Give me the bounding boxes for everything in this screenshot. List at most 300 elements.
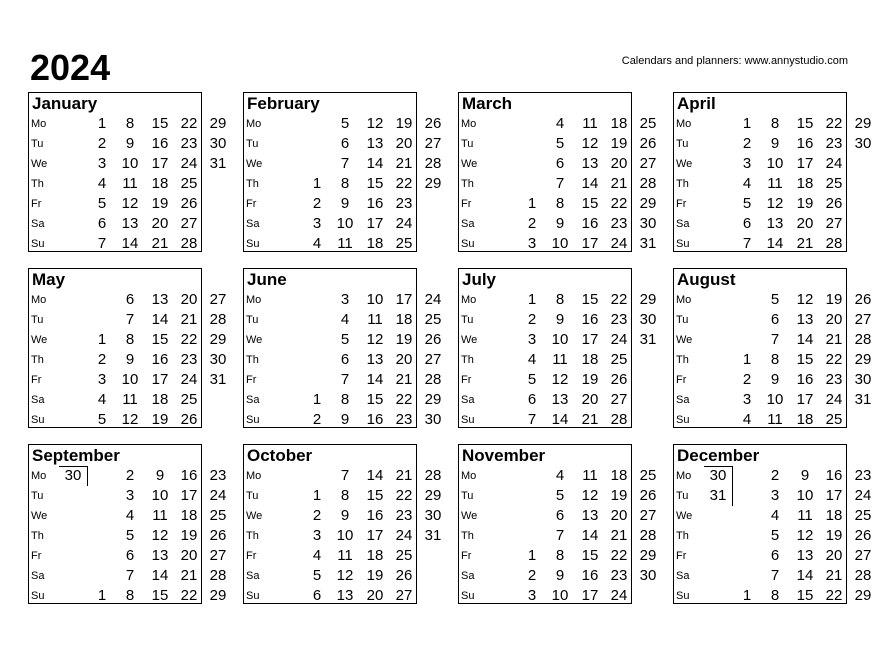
day-number: 6 [555,507,565,524]
week-row [674,486,872,506]
week-row [244,586,416,606]
day-number: 2 [97,135,107,152]
day-number: 20 [825,547,843,564]
day-number: 4 [312,235,322,252]
weekday-label: We [461,510,478,522]
day-number: 20 [610,507,628,524]
day-number: 10 [336,527,354,544]
weekday-label: Su [246,414,260,426]
day-number: 24 [610,235,628,252]
weekday-label: We [246,510,263,522]
day-number: 8 [125,587,135,604]
day-number: 19 [151,411,169,428]
day-number: 9 [340,507,350,524]
day-number: 9 [555,215,565,232]
week-row [674,390,872,410]
day-number: 8 [770,115,780,132]
day-number: 16 [151,351,169,368]
day-number: 7 [742,235,752,252]
week-row [29,350,227,370]
week-row [29,154,227,174]
day-number: 12 [551,371,569,388]
day-number: 2 [742,135,752,152]
week-row [674,410,846,430]
weekday-label: Th [676,178,689,190]
day-number: 26 [639,135,657,152]
day-number: 2 [770,467,780,484]
month-1 [243,92,442,252]
weekday-label: Th [246,178,259,190]
day-number: 29 [639,195,657,212]
week-row [459,234,657,254]
day-number: 17 [796,155,814,172]
day-number: 18 [796,175,814,192]
day-number: 31 [209,371,227,388]
month-9 [243,444,442,604]
day-number: 22 [825,115,843,132]
week-row [459,114,657,134]
day-number: 16 [825,467,843,484]
day-number: 10 [121,371,139,388]
day-number: 16 [581,567,599,584]
day-number: 24 [610,587,628,604]
weekday-label: Tu [676,490,689,502]
day-number: 13 [151,291,169,308]
week-row [29,506,227,526]
day-number: 21 [825,567,843,584]
day-number: 4 [770,507,780,524]
weekday-label: Mo [246,294,262,306]
day-number: 14 [366,371,384,388]
week-row [459,370,631,390]
weekday-label: Tu [31,490,44,502]
day-number: 30 [64,467,82,484]
day-number: 9 [555,311,565,328]
week-row [244,290,442,310]
weekday-label: Th [461,530,474,542]
day-number: 4 [97,391,107,408]
weekday-label: Sa [676,218,690,230]
day-number: 17 [151,371,169,388]
week-row [29,410,201,430]
day-number: 14 [796,567,814,584]
day-number: 15 [796,115,814,132]
day-number: 26 [424,115,442,132]
month-4 [28,268,227,428]
weekday-label: Tu [676,138,689,150]
week-row [459,486,657,506]
day-number: 5 [97,195,107,212]
day-number: 12 [581,487,599,504]
weekday-label: We [461,334,478,346]
week-row [244,174,442,194]
day-number: 31 [424,527,442,544]
day-number: 10 [551,235,569,252]
day-number: 13 [796,547,814,564]
day-number: 18 [151,175,169,192]
day-number: 2 [312,507,322,524]
day-number: 24 [209,487,227,504]
week-row [244,466,442,486]
day-number: 1 [97,587,107,604]
day-number: 7 [340,467,350,484]
day-number: 11 [582,467,598,484]
day-number: 30 [209,135,227,152]
day-number: 2 [312,195,322,212]
day-number: 25 [639,115,657,132]
week-row [244,134,442,154]
day-number: 15 [366,175,384,192]
day-number: 7 [97,235,107,252]
week-row [29,330,227,350]
weekday-label: Sa [246,394,260,406]
week-row [29,174,201,194]
weekday-label: Fr [676,374,687,386]
day-number: 28 [854,567,872,584]
day-number: 20 [796,215,814,232]
day-number: 18 [796,411,814,428]
weekday-label: We [246,334,263,346]
week-row [459,154,657,174]
day-number: 28 [424,467,442,484]
day-number: 29 [639,291,657,308]
day-number: 27 [209,547,227,564]
day-number: 14 [581,175,599,192]
week-row [29,566,227,586]
day-number: 22 [180,115,198,132]
day-number: 13 [336,587,354,604]
month-name: August [677,270,736,289]
day-number: 30 [854,371,872,388]
day-number: 8 [770,351,780,368]
day-number: 25 [395,547,413,564]
day-number: 11 [582,115,598,132]
weekday-label: Fr [461,550,472,562]
day-number: 21 [825,331,843,348]
day-number: 17 [581,587,599,604]
day-number: 25 [854,507,872,524]
day-number: 21 [180,567,198,584]
week-row [459,330,657,350]
weekday-label: Fr [31,550,42,562]
day-number: 11 [797,507,813,524]
day-number: 5 [742,195,752,212]
weekday-label: Mo [31,470,47,482]
day-number: 6 [340,351,350,368]
week-row [244,546,416,566]
day-number: 17 [366,215,384,232]
day-number: 1 [527,195,537,212]
day-number: 28 [825,235,843,252]
week-row [674,154,846,174]
weekday-label: We [676,158,693,170]
day-number: 5 [527,371,537,388]
day-number: 23 [395,411,413,428]
day-number: 8 [555,547,565,564]
day-number: 13 [366,135,384,152]
day-number: 25 [639,467,657,484]
weekday-label: Mo [461,118,477,130]
day-number: 4 [527,351,537,368]
weekday-label: Mo [676,118,692,130]
day-number: 8 [555,195,565,212]
weekday-label: Mo [461,470,477,482]
day-number: 18 [180,507,198,524]
day-number: 23 [180,351,198,368]
weekday-label: Sa [31,570,45,582]
weekday-label: Tu [676,314,689,326]
weekday-label: Su [676,238,690,250]
weekday-label: We [676,510,693,522]
day-number: 26 [610,371,628,388]
month-0 [28,92,227,252]
week-row [29,486,227,506]
day-number: 28 [424,371,442,388]
day-number: 27 [825,215,843,232]
day-number: 5 [125,527,135,544]
week-row [459,214,657,234]
weekday-label: Tu [461,138,474,150]
day-number: 28 [610,411,628,428]
day-number: 14 [766,235,784,252]
day-number: 20 [395,351,413,368]
month-10 [458,444,657,604]
day-number: 20 [180,291,198,308]
day-number: 15 [581,547,599,564]
week-row [674,134,872,154]
day-number: 11 [767,411,783,428]
weekday-label: Fr [676,550,687,562]
day-number: 8 [125,331,135,348]
day-number: 15 [151,115,169,132]
weekday-label: Mo [246,470,262,482]
day-number: 12 [366,331,384,348]
day-number: 29 [424,175,442,192]
day-number: 18 [366,235,384,252]
day-number: 6 [125,291,135,308]
day-number: 20 [180,547,198,564]
week-row [244,330,442,350]
day-number: 30 [424,507,442,524]
week-row [459,194,657,214]
day-number: 29 [854,587,872,604]
day-number: 16 [151,135,169,152]
day-number: 23 [825,135,843,152]
day-number: 26 [825,195,843,212]
weekday-label: Th [31,178,44,190]
day-number: 4 [97,175,107,192]
day-number: 11 [122,391,138,408]
weekday-label: Su [676,414,690,426]
day-number: 24 [825,391,843,408]
day-number: 18 [366,547,384,564]
day-number: 26 [639,487,657,504]
day-number: 2 [527,311,537,328]
day-number: 16 [796,135,814,152]
day-number: 14 [121,235,139,252]
day-number: 27 [424,135,442,152]
day-number: 27 [395,587,413,604]
week-row [674,566,872,586]
day-number: 14 [366,155,384,172]
day-number: 11 [152,507,168,524]
day-number: 15 [581,291,599,308]
weekday-label: Mo [31,294,47,306]
weekday-label: Mo [461,294,477,306]
day-number: 22 [610,547,628,564]
weekday-label: Sa [461,218,475,230]
week-row [244,310,442,330]
day-number: 12 [581,135,599,152]
day-number: 12 [796,527,814,544]
day-number: 3 [742,391,752,408]
weekday-label: Su [461,414,475,426]
week-row [674,330,872,350]
day-number: 17 [796,391,814,408]
week-row [29,114,227,134]
week-row [244,350,442,370]
day-number: 27 [854,547,872,564]
week-row [244,370,442,390]
day-number: 9 [125,135,135,152]
day-number: 21 [581,411,599,428]
day-number: 24 [610,331,628,348]
day-number: 20 [395,135,413,152]
week-row [29,466,227,486]
day-number: 21 [395,467,413,484]
day-number: 3 [97,155,107,172]
day-number: 16 [366,195,384,212]
day-number: 5 [312,567,322,584]
day-number: 27 [180,215,198,232]
day-number: 15 [366,487,384,504]
spill-divider-top [59,466,87,467]
day-number: 17 [151,155,169,172]
month-3 [673,92,872,252]
day-number: 14 [551,411,569,428]
weekday-label: Fr [461,198,472,210]
weekday-label: We [31,334,48,346]
weekday-label: Sa [676,570,690,582]
day-number: 30 [709,467,727,484]
day-number: 6 [312,587,322,604]
day-number: 11 [337,235,353,252]
day-number: 20 [366,587,384,604]
day-number: 15 [796,351,814,368]
day-number: 3 [312,527,322,544]
day-number: 1 [97,115,107,132]
day-number: 19 [581,371,599,388]
day-number: 12 [796,291,814,308]
day-number: 30 [639,567,657,584]
weekday-label: Th [676,530,689,542]
day-number: 26 [424,331,442,348]
day-number: 16 [796,371,814,388]
day-number: 25 [180,391,198,408]
weekday-label: Th [246,354,259,366]
day-number: 21 [610,527,628,544]
week-row [674,586,872,606]
day-number: 20 [151,215,169,232]
day-number: 10 [336,215,354,232]
day-number: 10 [366,291,384,308]
weekday-label: Mo [676,294,692,306]
day-number: 8 [555,291,565,308]
weekday-label: Fr [31,198,42,210]
day-number: 5 [97,411,107,428]
day-number: 5 [340,331,350,348]
day-number: 26 [854,291,872,308]
weekday-label: Mo [31,118,47,130]
weekday-label: Fr [246,198,257,210]
day-number: 19 [825,527,843,544]
day-number: 29 [424,487,442,504]
day-number: 17 [581,235,599,252]
day-number: 29 [854,351,872,368]
weekday-label: Th [461,354,474,366]
day-number: 9 [125,351,135,368]
day-number: 4 [555,115,565,132]
day-number: 2 [527,215,537,232]
weekday-label: Su [31,590,45,602]
day-number: 23 [610,567,628,584]
day-number: 26 [180,195,198,212]
day-number: 18 [610,115,628,132]
day-number: 23 [209,467,227,484]
day-number: 16 [581,215,599,232]
day-number: 21 [395,155,413,172]
day-number: 28 [209,311,227,328]
weekday-label: We [676,334,693,346]
day-number: 16 [366,507,384,524]
day-number: 5 [555,487,565,504]
week-row [674,466,872,486]
year-title: 2024 [30,47,111,88]
day-number: 1 [742,587,752,604]
month-2 [458,92,657,252]
week-row [29,310,227,330]
day-number: 31 [639,331,657,348]
day-number: 7 [340,371,350,388]
week-row [244,154,442,174]
day-number: 28 [854,331,872,348]
day-number: 12 [121,195,139,212]
day-number: 28 [639,527,657,544]
weekday-label: Sa [31,218,45,230]
day-number: 18 [395,311,413,328]
weekday-label: Th [31,530,44,542]
day-number: 27 [639,155,657,172]
day-number: 13 [121,215,139,232]
day-number: 9 [155,467,165,484]
day-number: 22 [180,587,198,604]
day-number: 27 [639,507,657,524]
day-number: 3 [97,371,107,388]
week-row [674,310,872,330]
day-number: 4 [125,507,135,524]
day-number: 8 [340,175,350,192]
week-row [244,410,442,430]
day-number: 11 [367,311,383,328]
day-number: 2 [97,351,107,368]
day-number: 19 [395,331,413,348]
day-number: 22 [825,351,843,368]
day-number: 6 [742,215,752,232]
day-number: 29 [424,391,442,408]
weekday-label: Th [31,354,44,366]
month-5 [243,268,442,428]
day-number: 2 [742,371,752,388]
